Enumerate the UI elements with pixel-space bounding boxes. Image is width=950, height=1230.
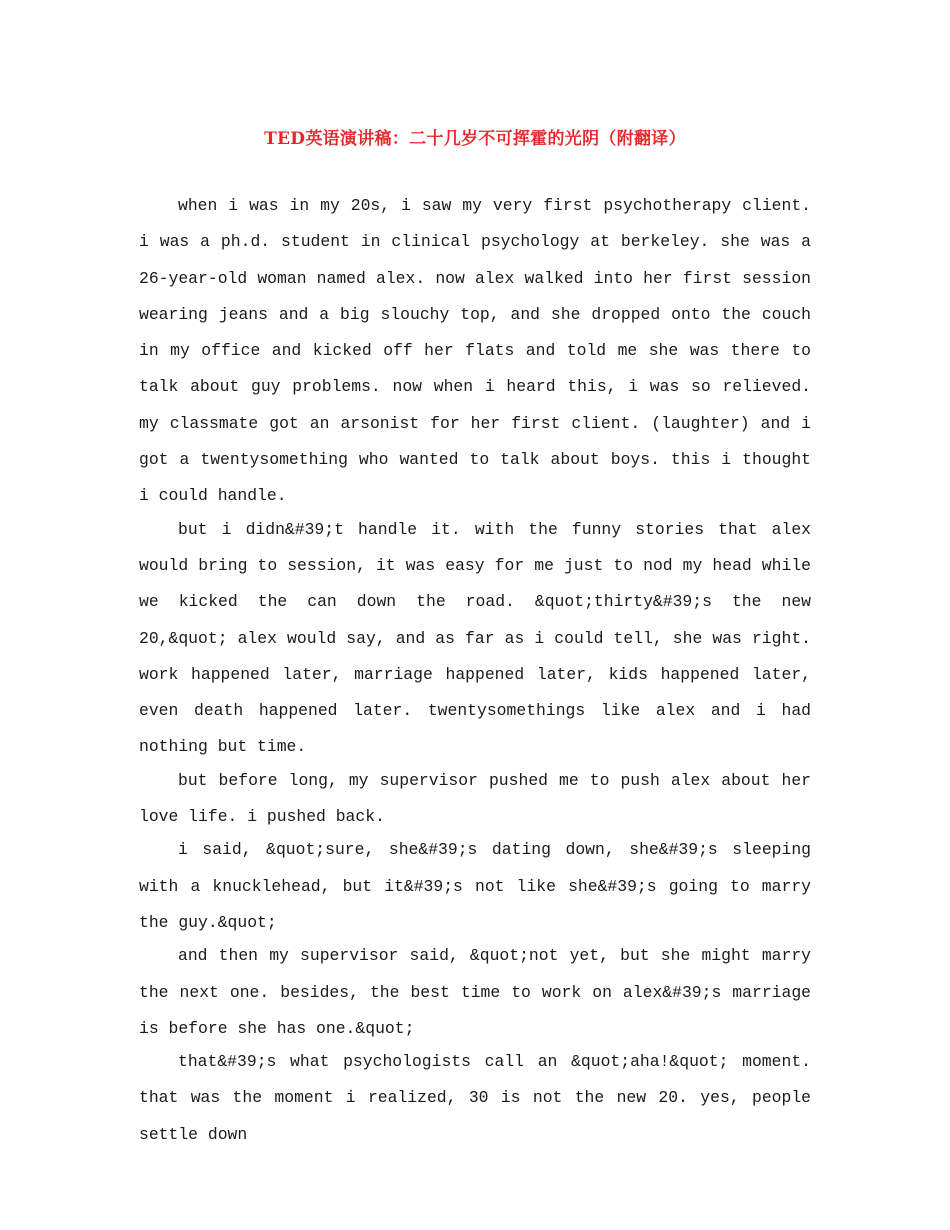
paragraph-1: when i was in my 20s, i saw my very first psychotherapy client. i was a ph.d. student in clinical psychology at berkeley. she was a 26-year-old woman named alex. now alex walked into her first session wearing jeans and a big slouchy top, and she dropped onto the couch in my office and kicked off her flats and told me she was there to talk about guy problems. now when i heard this, i was so relieved. my classmate got an arsonist for her first client. (laughter) and i got a twentysomething who wanted to talk about boys. this i thought i could handle. xyxy=(139,196,811,506)
paragraph-3: but before long, my supervisor pushed me to push alex about her love life. i pushed back. xyxy=(139,770,811,827)
document-body xyxy=(139,188,811,1150)
document-title: TED英语演讲稿：二十几岁不可挥霍的光阴（附翻译） xyxy=(264,129,686,149)
paragraph-5: and then my supervisor said, &quot;not yet, but she might marry the next one. besides, the best time to work on alex&#39;s marriage is before she has one.&quot; xyxy=(139,946,811,1038)
paragraph-4: i said, &quot;sure, she&#39;s dating down, she&#39;s sleeping with a knucklehead, but it&#39;s not like she&#39;s going to marry the guy.&quot; xyxy=(139,840,811,932)
paragraph-2: but i didn&#39;t handle it. with the funny stories that alex would bring to session, it was easy for me just to nod my head while we kicked the can down the road. &quot;thirty&#39;s the new 20,&quot; alex would say, and as far as i could tell, she was right. work happened later, marriage happened later, kids happened later, even death happened later. twentysomethings like alex and i had nothing but time. xyxy=(139,519,811,757)
paragraph-6: that&#39;s what psychologists call an &quot;aha!&quot; moment. that was the moment i realized, 30 is not the new 20. yes, people settle down xyxy=(139,1052,811,1144)
